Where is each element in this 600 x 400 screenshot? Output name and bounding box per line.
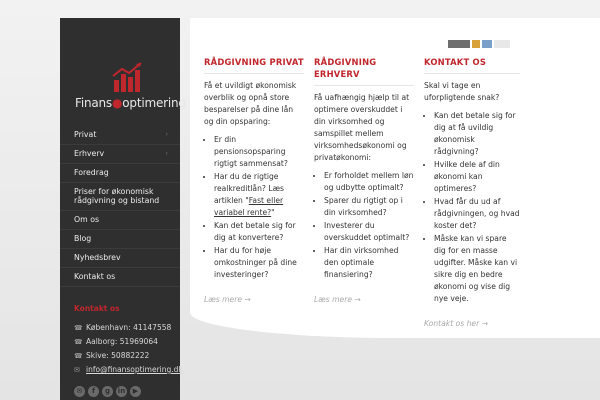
list-item: • Investerer du overskuddet optimalt?	[324, 220, 414, 244]
column-list	[424, 110, 520, 305]
list-item: • Har du de rigtige realkreditlån? Læs artiklen "Fast eller variabel rente?"	[214, 171, 304, 219]
email-link[interactable]: ✉ info@finansoptimering.dk	[74, 363, 184, 377]
mail-icon: ✉	[74, 366, 80, 374]
nav-item-nyhedsbrev[interactable]: Nyhedsbrev	[60, 249, 180, 268]
article-link[interactable]: Fast eller variabel rente?	[214, 196, 284, 217]
youtube-icon[interactable]: ▶	[130, 386, 141, 397]
list-item: • Kan det betale sig for dig at få uvildig økonomisk rådgivning?	[434, 110, 520, 158]
contact-here-link[interactable]: Kontakt os her →	[424, 319, 488, 328]
social-links	[74, 378, 144, 397]
phone-aalborg[interactable]: ☎ Aalborg: 51969064	[74, 335, 184, 349]
column-kontakt	[424, 56, 520, 330]
nav-item-priser[interactable]: Priser for økonomisk rådgivning og bistand	[60, 183, 180, 211]
sidebar	[60, 18, 186, 400]
column-erhverv	[314, 56, 414, 306]
list-item: • Måske kan vi spare dig for en masse udgifter. Måske kan vi sikre dig en bedre økonomi og vise dig nye veje.	[434, 233, 520, 305]
header-graphic	[448, 38, 518, 48]
list-item: • Har du for høje omkostninger på dine investeringer?	[214, 245, 304, 281]
chevron-icon: ›	[165, 150, 168, 157]
nav-item-erhverv[interactable]: Erhverv ›	[60, 145, 180, 164]
phone-icon: ☎	[74, 338, 83, 346]
sidebar-contact	[74, 304, 184, 377]
list-item: • Hvilke dele af din økonomi kan optimeres?	[434, 159, 520, 195]
column-list	[314, 170, 414, 281]
phone-skive[interactable]: ☎ Skive: 50882222	[74, 349, 184, 363]
phone-icon: ☎	[74, 324, 83, 332]
list-item: • Sparer du rigtigt op i din virksomhed?	[324, 195, 414, 219]
nav-item-foredrag[interactable]: Foredrag	[60, 164, 180, 183]
logo-text: Finans●optimering	[75, 96, 186, 110]
list-item: • Er forholdet mellem løn og udbytte optimalt?	[324, 170, 414, 194]
phone-copenhagen[interactable]: ☎ København: 41147558	[74, 321, 184, 335]
nav-item-blog[interactable]: Blog	[60, 230, 180, 249]
nav-item-kontakt-os[interactable]: Kontakt os	[60, 268, 180, 287]
column-list	[204, 134, 304, 281]
contact-heading: Kontakt os	[74, 304, 120, 313]
mail-social-icon[interactable]: ✉	[74, 386, 85, 397]
column-title: RÅDGIVNING PRIVAT	[204, 56, 304, 74]
read-more-link[interactable]: Læs mere →	[204, 295, 251, 304]
column-intro: Skal vi tage en uforpligtende snak?	[424, 81, 500, 102]
list-item: • Hvad får du ud af rådgivningen, og hvad koster det?	[434, 196, 520, 232]
main-nav	[60, 126, 180, 287]
nav-item-om-os[interactable]: Om os	[60, 211, 180, 230]
list-item: • Er din pensionsopsparing rigtigt sammensat?	[214, 134, 304, 170]
list-item: • Har din virksomhed den optimale finansiering?	[324, 245, 414, 281]
column-title: RÅDGIVNING ERHVERV	[314, 56, 414, 86]
nav-item-privat[interactable]: Privat ›	[60, 126, 180, 145]
logo[interactable]	[60, 58, 186, 118]
chevron-icon: ›	[165, 131, 168, 138]
phone-icon: ☎	[74, 352, 83, 360]
column-title: KONTAKT OS	[424, 56, 520, 74]
list-item: • Kan det betale sig for dig at konvertere?	[214, 220, 304, 244]
facebook-icon[interactable]: f	[88, 386, 99, 397]
column-intro: Få uafhængig hjælp til at optimere overskuddet i din virksomhed og samspillet mellem virksomhedsøkonomi og privatøkonomi:	[314, 93, 410, 162]
logo-chart-icon	[112, 62, 144, 92]
read-more-link[interactable]: Læs mere →	[314, 295, 361, 304]
google-plus-icon[interactable]: g	[102, 386, 113, 397]
column-intro: Få et uvildigt økonomisk overblik og opnå store besparelser på dine lån og din opsparing:	[204, 81, 297, 126]
linkedin-icon[interactable]: in	[117, 387, 126, 395]
column-privat	[204, 56, 304, 306]
